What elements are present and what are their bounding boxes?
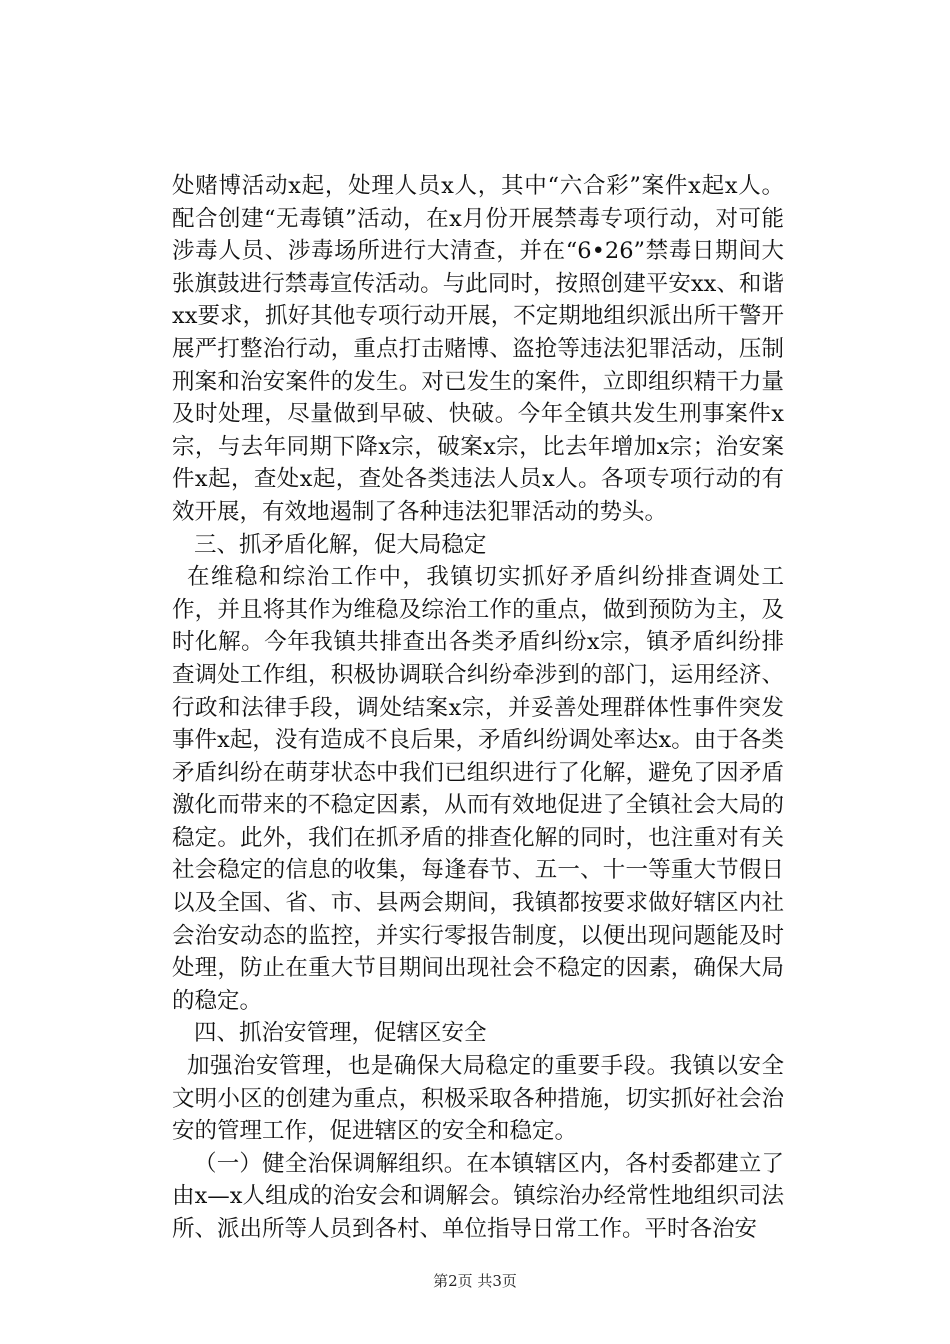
section-heading-4: 四、抓治安管理，促辖区安全 bbox=[194, 1020, 487, 1047]
paragraph-body: 在维稳和综治工作中，我镇切实抓好矛盾纠纷排查调处工作，并且将其作为维稳及综治工作的重点，做到预防为主，及时化解。今年我镇共排查出各类矛盾纠纷x宗，镇矛盾纠纷排查调处工作组，积极协调联合纠纷牵涉到的部门，运用经济、行政和法律手段，调处结案x宗，并妥善处理群体性事件突发事件x起，没有造成不良后果，矛盾纠纷调处率达x。由于各类矛盾纠纷在萌芽状态中我们已组织进行了化解，避免了因矛盾激化而带来的不稳定因素，从而有效地促进了全镇社会大局的稳定。此外，我们在抓矛盾的排查化解的同时，也注重对有关社会稳定的信息的收集，每逢春节、五一、十一等重大节假日以及全国、省、市、县两会期间，我镇都按要求做好辖区内社会治安动态的监控，并实行零报告制度，以便出现问题能及时处理，防止在重大节目期间出现社会不稳定的因素，确保大局的稳定。 bbox=[172, 564, 784, 1014]
page-number-footer: 第2页 共3页 bbox=[433, 1272, 517, 1290]
paragraph-continuation: 处赌博活动x起，处理人员x人，其中“六合彩”案件x起x人。配合创建“无毒镇”活动，在x月份开展禁毒专项行动，对可能涉毒人员、涉毒场所进行大清查，并在“6•26”禁毒日期间大张旗鼓进行禁毒宣传活动。与此同时，按照创建平安xx、和谐xx要求，抓好其他专项行动开展，不定期地组织派出所干警开展严打整治行动，重点打击赌博、盗抢等违法犯罪活动，压制刑案和治安案件的发生。对已发生的案件，立即组织精干力量及时处理，尽量做到早破、快破。今年全镇共发生刑事案件x宗，与去年同期下降x宗，破案x宗，比去年增加x宗；治安案件x起，查处x起，查处各类违法人员x人。各项专项行动的有效开展，有效地遏制了各种违法犯罪活动的势头。 bbox=[172, 173, 784, 525]
document-body bbox=[172, 170, 784, 1246]
section-heading-3: 三、抓矛盾化解，促大局稳定 bbox=[194, 531, 487, 558]
paragraph-subsection: （一）健全治保调解组织。在本镇辖区内，各村委都建立了由x—x人组成的治安会和调解会。镇综治办经常性地组织司法所、派出所等人员到各村、单位指导日常工作。平时各治安 bbox=[172, 1150, 784, 1242]
paragraph-body: 加强治安管理，也是确保大局稳定的重要手段。我镇以安全文明小区的创建为重点，积极采取各种措施，切实抓好社会治安的管理工作，促进辖区的安全和稳定。 bbox=[172, 1053, 784, 1145]
